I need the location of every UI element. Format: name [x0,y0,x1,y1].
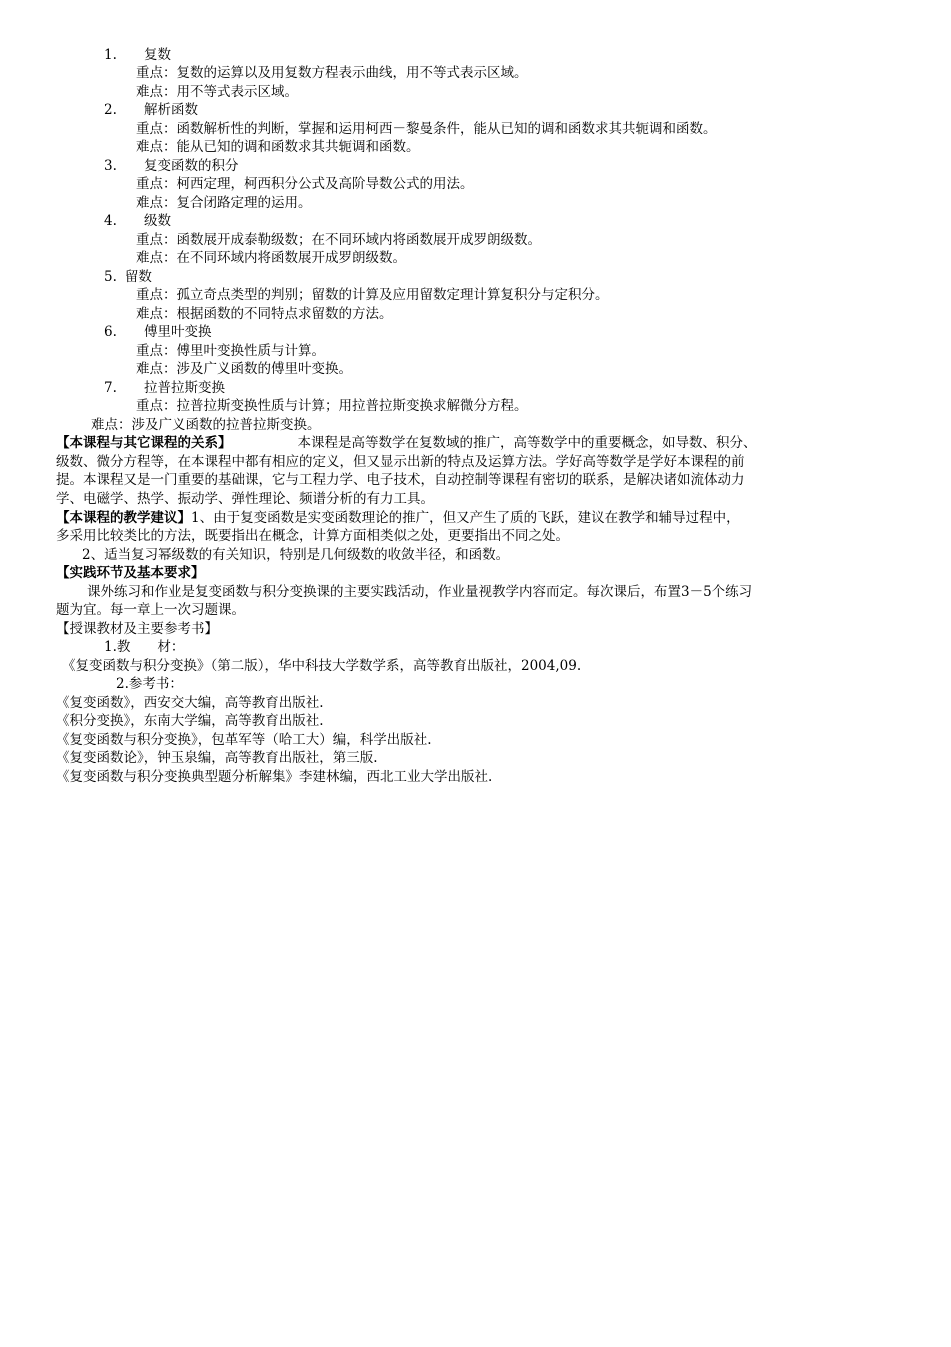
chapter-title: 复变函数的积分 [144,158,239,174]
chapter-title: 复数 [144,47,171,63]
teaching-line: 多采用比较类比的方法，既要指出在概念，计算方面相类似之处，更要指出不同之处。 [56,528,569,544]
chapter-heading [104,102,198,119]
teaching-first-line [56,510,740,527]
textbook-label: 1.教 材： [104,639,185,655]
teaching-item: 2、适当复习幂级数的有关知识，特别是几何级数的收敛半径，和函数。 [82,547,510,563]
section-heading-relation: 【本课程与其它课程的关系】 [56,435,232,451]
chapter-key-point: 重点：函数展开成泰勒级数；在不同环域内将函数展开成罗朗级数。 [136,232,541,248]
chapter-difficulty: 难点：涉及广义函数的傅里叶变换。 [136,361,352,377]
teaching-text: 1、由于复变函数是实变函数理论的推广，但又产生了质的飞跃，建议在教学和辅导过程中， [191,510,740,526]
chapter-number: 3. [104,158,117,174]
practice-line: 课外练习和作业是复变函数与积分变换课的主要实践活动，作业量视教学内容而定。每次课后，布置3－5个练习 [87,584,753,600]
reference-entry: 《复变函数论》，钟玉泉编，高等教育出版社，第三版. [56,750,378,766]
chapter-key-point: 重点：傅里叶变换性质与计算。 [136,343,325,359]
chapter-key-point: 重点：复数的运算以及用复数方程表示曲线，用不等式表示区域。 [136,65,528,81]
chapter-number: 7. [104,380,117,396]
relation-line: 级数、微分方程等，在本课程中都有相应的定义，但又显示出新的特点及运算方法。学好高等数学是学好本课程的前 [56,454,745,470]
practice-line: 题为宜。每一章上一次习题课。 [56,602,245,618]
chapter-difficulty: 难点：能从已知的调和函数求其共轭调和函数。 [136,139,420,155]
chapter-number: 4. [104,213,117,229]
reference-label: 2.参考书： [116,676,183,692]
reference-entry: 《积分变换》，东南大学编，高等教育出版社. [56,713,324,729]
relation-first-line [56,435,757,452]
chapter-key-point: 重点：函数解析性的判断，掌握和运用柯西－黎曼条件，能从已知的调和函数求其共轭调和函数。 [136,121,717,137]
section-heading-teaching: 【本课程的教学建议】 [56,510,191,526]
section-heading-practice: 【实践环节及基本要求】 [56,565,205,581]
textbook-entry: 《复变函数与积分变换》（第二版），华中科技大学数学系，高等教育出版社，2004,09. [62,658,582,674]
chapter-heading [104,380,225,397]
chapter-heading [104,269,152,286]
relation-line: 学、电磁学、热学、振动学、弹性理论、频谱分析的有力工具。 [56,491,434,507]
chapter-title: 拉普拉斯变换 [144,380,225,396]
chapter-heading [104,324,212,341]
chapter-key-point: 重点：柯西定理，柯西积分公式及高阶导数公式的用法。 [136,176,474,192]
relation-line: 提。本课程又是一门重要的基础课，它与工程力学、电子技术，自动控制等课程有密切的联系，是解决诸如流体动力 [56,472,745,488]
chapter-difficulty: 难点：用不等式表示区域。 [136,84,298,100]
chapter-title: 傅里叶变换 [144,324,212,340]
chapter-difficulty: 难点：复合闭路定理的运用。 [136,195,312,211]
relation-text: 本课程是高等数学在复数域的推广，高等数学中的重要概念，如导数、积分、 [297,435,757,451]
chapter-number: 6. [104,324,117,340]
chapter-difficulty: 难点：根据函数的不同特点求留数的方法。 [136,306,393,322]
chapter-title: 留数 [124,269,152,285]
chapter-heading [104,213,171,230]
chapter-title: 解析函数 [144,102,198,118]
chapter-difficulty: 难点：在不同环域内将函数展开成罗朗级数。 [136,250,406,266]
chapter-key-point: 重点：拉普拉斯变换性质与计算；用拉普拉斯变换求解微分方程。 [136,398,528,414]
section-heading-textbooks: 【授课教材及主要参考书】 [56,621,218,637]
chapter-number: 2. [104,102,117,118]
reference-entry: 《复变函数与积分变换》，包革军等（哈工大）编，科学出版社. [56,732,432,748]
reference-entry: 《复变函数与积分变换典型题分析解集》李建林编，西北工业大学出版社. [56,769,493,785]
chapter-key-point: 重点：孤立奇点类型的判别；留数的计算及应用留数定理计算复积分与定积分。 [136,287,609,303]
chapter-number: 5. [104,269,117,285]
chapter-title: 级数 [144,213,171,229]
reference-entry: 《复变函数》，西安交大编，高等教育出版社. [56,695,324,711]
chapter-heading [104,47,171,64]
chapter-heading [104,158,239,175]
chapter-number: 1. [104,47,117,63]
chapter-difficulty: 难点：涉及广义函数的拉普拉斯变换。 [91,417,321,433]
